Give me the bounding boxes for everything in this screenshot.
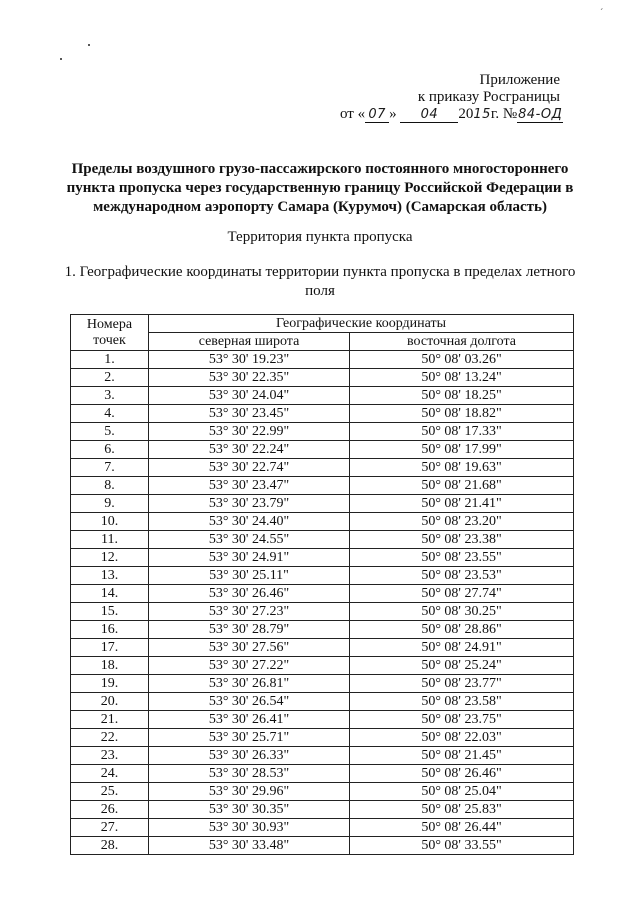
longitude-cell: 50° 08' 23.38" xyxy=(350,531,574,549)
table-row xyxy=(71,765,574,783)
point-number-cell: 22. xyxy=(71,729,149,747)
point-number-cell: 28. xyxy=(71,837,149,855)
table-row xyxy=(71,369,574,387)
table-row xyxy=(71,675,574,693)
latitude-cell: 53° 30' 28.53" xyxy=(149,765,350,783)
table-row xyxy=(71,513,574,531)
longitude-cell: 50° 08' 26.46" xyxy=(350,765,574,783)
table-row xyxy=(71,801,574,819)
table-row xyxy=(71,423,574,441)
longitude-cell: 50° 08' 28.86" xyxy=(350,621,574,639)
coordinates-header: Географические координаты xyxy=(149,315,574,333)
date-year-suffix: 15 xyxy=(473,107,491,122)
latitude-cell: 53° 30' 23.45" xyxy=(149,405,350,423)
latitude-cell: 53° 30' 33.48" xyxy=(149,837,350,855)
point-number-cell: 3. xyxy=(71,387,149,405)
table-row xyxy=(71,459,574,477)
point-number-cell: 23. xyxy=(71,747,149,765)
point-number-cell: 10. xyxy=(71,513,149,531)
table-row xyxy=(71,405,574,423)
longitude-header: восточная долгота xyxy=(350,333,574,351)
point-number-cell: 1. xyxy=(71,351,149,369)
point-number-cell: 12. xyxy=(71,549,149,567)
longitude-cell: 50° 08' 23.58" xyxy=(350,693,574,711)
date-year-prefix: 20 xyxy=(458,106,474,122)
section-heading: 1. Географические координаты территории пункта пропуска в пределах летного поля xyxy=(64,264,576,299)
date-day: 07 xyxy=(365,108,389,123)
table-row xyxy=(71,441,574,459)
longitude-cell: 50° 08' 21.45" xyxy=(350,747,574,765)
date-quote-close: » xyxy=(389,106,397,122)
scan-speck xyxy=(88,44,90,46)
scan-speck xyxy=(60,58,62,60)
latitude-cell: 53° 30' 26.46" xyxy=(149,585,350,603)
table-row xyxy=(71,549,574,567)
table-row xyxy=(71,351,574,369)
point-number-cell: 2. xyxy=(71,369,149,387)
appendix-block xyxy=(340,72,563,123)
latitude-cell: 53° 30' 24.55" xyxy=(149,531,350,549)
table-row xyxy=(71,585,574,603)
longitude-cell: 50° 08' 23.55" xyxy=(350,549,574,567)
latitude-cell: 53° 30' 25.11" xyxy=(149,567,350,585)
latitude-cell: 53° 30' 26.81" xyxy=(149,675,350,693)
point-number-cell: 14. xyxy=(71,585,149,603)
point-number-cell: 15. xyxy=(71,603,149,621)
appendix-date-line xyxy=(340,106,563,123)
latitude-cell: 53° 30' 26.33" xyxy=(149,747,350,765)
latitude-cell: 53° 30' 30.35" xyxy=(149,801,350,819)
point-number-cell: 18. xyxy=(71,657,149,675)
table-row xyxy=(71,567,574,585)
longitude-cell: 50° 08' 03.26" xyxy=(350,351,574,369)
longitude-cell: 50° 08' 26.44" xyxy=(350,819,574,837)
latitude-header: северная широта xyxy=(149,333,350,351)
table-row xyxy=(71,747,574,765)
latitude-cell: 53° 30' 29.96" xyxy=(149,783,350,801)
longitude-cell: 50° 08' 17.33" xyxy=(350,423,574,441)
point-number-cell: 5. xyxy=(71,423,149,441)
latitude-cell: 53° 30' 30.93" xyxy=(149,819,350,837)
latitude-cell: 53° 30' 24.04" xyxy=(149,387,350,405)
table-row xyxy=(71,639,574,657)
coordinates-table xyxy=(70,314,574,855)
latitude-cell: 53° 30' 26.54" xyxy=(149,693,350,711)
point-number-cell: 26. xyxy=(71,801,149,819)
longitude-cell: 50° 08' 23.75" xyxy=(350,711,574,729)
latitude-cell: 53° 30' 24.40" xyxy=(149,513,350,531)
longitude-cell: 50° 08' 19.63" xyxy=(350,459,574,477)
longitude-cell: 50° 08' 18.25" xyxy=(350,387,574,405)
document-subtitle: Территория пункта пропуска xyxy=(227,229,413,245)
point-number-cell: 19. xyxy=(71,675,149,693)
longitude-cell: 50° 08' 21.41" xyxy=(350,495,574,513)
longitude-cell: 50° 08' 21.68" xyxy=(350,477,574,495)
point-number-cell: 20. xyxy=(71,693,149,711)
latitude-cell: 53° 30' 28.79" xyxy=(149,621,350,639)
table-row xyxy=(71,657,574,675)
table-row xyxy=(71,621,574,639)
longitude-cell: 50° 08' 23.53" xyxy=(350,567,574,585)
latitude-cell: 53° 30' 22.74" xyxy=(149,459,350,477)
table-row xyxy=(71,387,574,405)
longitude-cell: 50° 08' 23.20" xyxy=(350,513,574,531)
longitude-cell: 50° 08' 30.25" xyxy=(350,603,574,621)
point-number-cell: 4. xyxy=(71,405,149,423)
latitude-cell: 53° 30' 27.23" xyxy=(149,603,350,621)
date-month: 04 xyxy=(400,108,458,123)
point-number-cell: 13. xyxy=(71,567,149,585)
longitude-cell: 50° 08' 33.55" xyxy=(350,837,574,855)
longitude-cell: 50° 08' 27.74" xyxy=(350,585,574,603)
longitude-cell: 50° 08' 13.24" xyxy=(350,369,574,387)
latitude-cell: 53° 30' 27.56" xyxy=(149,639,350,657)
appendix-label: Приложение xyxy=(479,72,560,88)
order-number: 84-ОД xyxy=(518,107,563,122)
point-number-cell: 24. xyxy=(71,765,149,783)
table-row xyxy=(71,837,574,855)
latitude-cell: 53° 30' 24.91" xyxy=(149,549,350,567)
table-row xyxy=(71,711,574,729)
point-number-cell: 25. xyxy=(71,783,149,801)
latitude-cell: 53° 30' 25.71" xyxy=(149,729,350,747)
point-number-cell: 9. xyxy=(71,495,149,513)
point-number-cell: 8. xyxy=(71,477,149,495)
point-number-cell: 6. xyxy=(71,441,149,459)
longitude-cell: 50° 08' 23.77" xyxy=(350,675,574,693)
longitude-cell: 50° 08' 22.03" xyxy=(350,729,574,747)
longitude-cell: 50° 08' 24.91" xyxy=(350,639,574,657)
date-from-label: от « xyxy=(340,106,366,122)
table-row xyxy=(71,603,574,621)
latitude-cell: 53° 30' 23.47" xyxy=(149,477,350,495)
point-number-cell: 27. xyxy=(71,819,149,837)
point-number-cell: 7. xyxy=(71,459,149,477)
latitude-cell: 53° 30' 22.99" xyxy=(149,423,350,441)
longitude-cell: 50° 08' 17.99" xyxy=(350,441,574,459)
table-row xyxy=(71,531,574,549)
latitude-cell: 53° 30' 27.22" xyxy=(149,657,350,675)
table-row xyxy=(71,783,574,801)
document-title: Пределы воздушного грузо-пассажирского постоянного многостороннего пункта пропуска через государственную границу Российской Федерации в международном аэропорту Самара (Курумоч) (Самарская область) xyxy=(66,161,574,215)
latitude-cell: 53° 30' 22.35" xyxy=(149,369,350,387)
latitude-cell: 53° 30' 23.79" xyxy=(149,495,350,513)
point-number-cell: 16. xyxy=(71,621,149,639)
point-number-cell: 17. xyxy=(71,639,149,657)
table-row xyxy=(71,477,574,495)
point-number-cell: 11. xyxy=(71,531,149,549)
longitude-cell: 50° 08' 25.04" xyxy=(350,783,574,801)
longitude-cell: 50° 08' 25.24" xyxy=(350,657,574,675)
longitude-cell: 50° 08' 18.82" xyxy=(350,405,574,423)
table-row xyxy=(71,495,574,513)
point-number-header: Номера точек xyxy=(71,315,149,351)
table-row xyxy=(71,729,574,747)
table-row xyxy=(71,693,574,711)
latitude-cell: 53° 30' 26.41" xyxy=(149,711,350,729)
appendix-order-ref: к приказу Росграницы xyxy=(417,89,560,105)
point-number-cell: 21. xyxy=(71,711,149,729)
scan-corner-mark: ˊ xyxy=(600,8,604,19)
latitude-cell: 53° 30' 22.24" xyxy=(149,441,350,459)
table-row xyxy=(71,819,574,837)
latitude-cell: 53° 30' 19.23" xyxy=(149,351,350,369)
date-year-g: г. № xyxy=(490,106,518,122)
longitude-cell: 50° 08' 25.83" xyxy=(350,801,574,819)
